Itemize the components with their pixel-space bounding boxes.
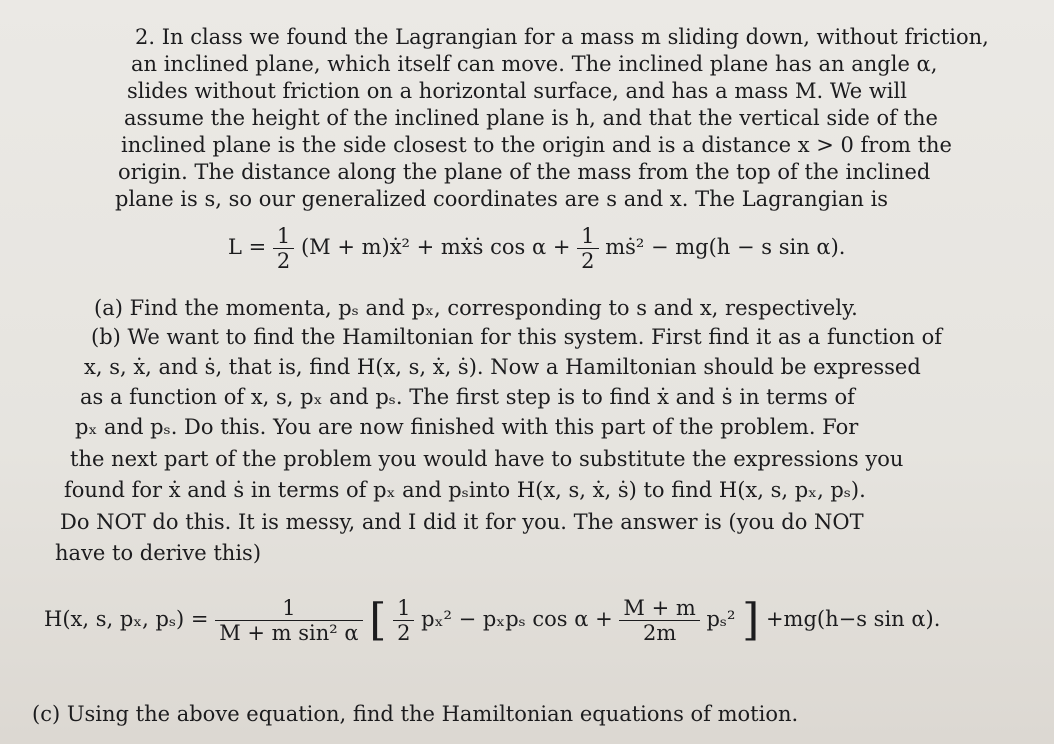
mass-ratio-fraction xyxy=(619,596,699,645)
mass-ratio-numerator: M + m xyxy=(619,596,699,621)
half-denominator-2: 2 xyxy=(581,249,595,273)
statement-line-1: 2. In class we found the Lagrangian for a mass m sliding down, without friction, xyxy=(135,25,989,49)
prefactor-fraction xyxy=(215,596,362,645)
lagrangian-term-2: mṡ² − mg(h − s sin α). xyxy=(605,235,846,259)
hamiltonian-inner-a: pₓ² − pₓpₛ cos α + xyxy=(421,607,613,631)
part-a: (a) Find the momenta, pₛ and pₓ, corresponding to s and x, respectively. xyxy=(94,296,858,320)
left-bracket: [ xyxy=(369,594,387,646)
half-numerator-2: 1 xyxy=(577,224,598,249)
lagrangian-equation xyxy=(228,224,845,273)
half-numerator: 1 xyxy=(273,224,294,249)
part-b-line-6: found for ẋ and ṡ in terms of pₓ and pₛinto H(x, s, ẋ, ṡ) to find H(x, s, pₓ, pₛ). xyxy=(64,478,866,502)
half-denominator: 2 xyxy=(276,249,291,273)
lagrangian-term-1: (M + m)ẋ² + mẋṡ cos α + xyxy=(300,235,571,259)
inner-half-fraction xyxy=(393,596,414,645)
statement-line-6: origin. The distance along the plane of the mass from the top of the inclined xyxy=(118,160,931,184)
half-fraction-2 xyxy=(577,224,598,273)
part-c: (c) Using the above equation, find the Hamiltonian equations of motion. xyxy=(32,702,799,726)
right-bracket: ] xyxy=(742,594,760,646)
part-b-line-3: as a function of x, s, pₓ and pₛ. The first step is to find ẋ and ṡ in terms of xyxy=(80,385,855,409)
statement-line-2: an inclined plane, which itself can move. The inclined plane has an angle α, xyxy=(131,52,938,76)
hamiltonian-tail: +mg(h−s sin α). xyxy=(765,607,941,631)
prefactor-numerator: 1 xyxy=(215,596,362,621)
inner-half-denominator: 2 xyxy=(397,621,411,645)
part-b-line-2: x, s, ẋ, and ṡ, that is, find H(x, s, ẋ, ṡ). Now a Hamiltonian should be expressed xyxy=(84,355,921,379)
mass-ratio-denominator: 2m xyxy=(642,621,677,645)
inner-half-numerator: 1 xyxy=(393,596,414,621)
hamiltonian-equation xyxy=(44,596,940,645)
statement-line-5: inclined plane is the side closest to the origin and is a distance x > 0 from the xyxy=(121,133,952,157)
prefactor-denominator: M + m sin² α xyxy=(219,621,359,645)
statement-line-3: slides without friction on a horizontal surface, and has a mass M. We will xyxy=(127,79,907,103)
part-b-line-8: have to derive this) xyxy=(55,541,262,565)
part-b-line-4: pₓ and pₛ. Do this. You are now finished with this part of the problem. For xyxy=(75,415,859,439)
hamiltonian-inner-b: pₛ² xyxy=(706,607,736,631)
part-b-line-5: the next part of the problem you would have to substitute the expressions you xyxy=(70,447,904,471)
lagrangian-lhs: L = xyxy=(228,235,267,259)
hamiltonian-lhs: H(x, s, pₓ, pₛ) = xyxy=(44,607,209,631)
half-fraction xyxy=(273,224,294,273)
statement-line-7: plane is s, so our generalized coordinates are s and x. The Lagrangian is xyxy=(115,187,889,211)
part-b-line-7: Do NOT do this. It is messy, and I did it for you. The answer is (you do NOT xyxy=(60,510,864,534)
statement-line-4: assume the height of the inclined plane is h, and that the vertical side of the xyxy=(124,106,938,130)
part-b-line-1: (b) We want to find the Hamiltonian for this system. First find it as a function of xyxy=(91,325,942,349)
